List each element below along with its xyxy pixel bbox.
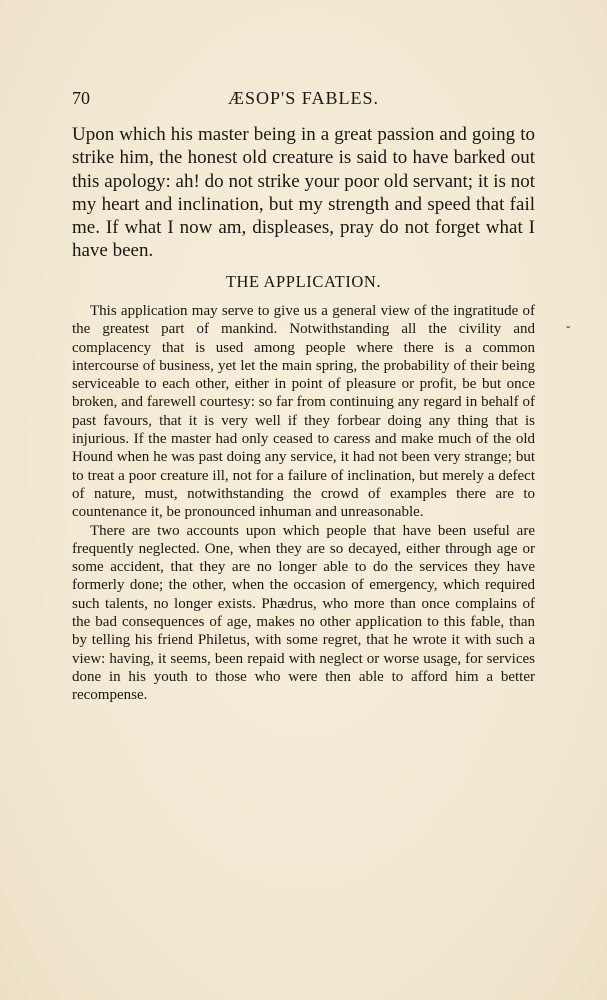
section-heading: THE APPLICATION. <box>225 272 382 291</box>
running-head <box>72 88 535 112</box>
margin-mark: ˇ <box>566 323 571 338</box>
page-number: 70 <box>72 88 90 108</box>
running-title: ÆSOP'S FABLES. <box>228 88 379 108</box>
fable-closing-paragraph: Upon which his master being in a great passion and going to strike him, the honest old creature is said to have barked out this apology: ah! do not strike your poor old servant; it is not my heart and inclination, but my strength and speed that fail me. If what I now am, displeases, pray do not forget what I have been. <box>72 124 535 262</box>
application-paragraph: This application may serve to give us a general view of the ingratitude of the greatest part of mankind. Notwithstanding all the civility and complacency that is used among people where there is a common intercourse of business, yet let the main spring, the probability of their being serviceable to each other, either in point of pleasure or profit, be but once broken, and farewell courtesy: so far from continuing any regard in behalf of past favours, that it is very well if they forbear doing any thing that is injurious. If the master had only ceased to caress and make much of the old Hound when he was past doing any service, it had not been very strange; but to treat a poor creature ill, not for a failure of inclination, but merely a defect of nature, must, notwithstanding the crowd of examples there are to countenance it, be pronounced inhuman and unreasonable. <box>72 303 535 521</box>
application-paragraph: There are two accounts upon which people that have been useful are frequently neglected. One, when they are so decayed, either through age or some accident, that they are no longer able to do the services they have formerly done; the other, when the occasion of emergency, which required such talents, no longer exists. Phædrus, who more than once complains of the bad consequences of age, makes no other application to this fable, than by telling his friend Philetus, with some regret, that he wrote it with such a view: having, it seems, been repaid with neglect or worse usage, for services done in his youth to those who were then able to afford him a better recompense. <box>72 522 535 704</box>
application-text <box>72 302 535 705</box>
